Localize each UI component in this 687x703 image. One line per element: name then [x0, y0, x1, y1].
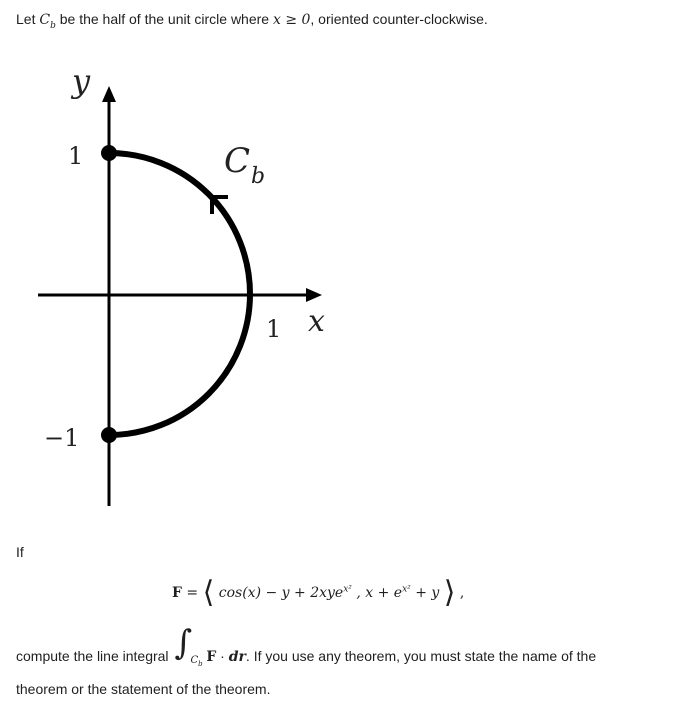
x-axis-arrow: [306, 288, 322, 302]
intro-suffix: , oriented counter-clockwise.: [310, 11, 488, 27]
intro-condition: x ≥ 0: [272, 12, 311, 28]
tick-x: 1: [266, 315, 282, 343]
x-axis-label: x: [308, 304, 325, 339]
component-separator: , x + e: [351, 585, 403, 601]
open-angle: ⟨: [202, 575, 215, 610]
question-line-2: theorem or the statement of the theorem.: [16, 681, 271, 697]
equals-sign: =: [181, 585, 203, 601]
component-1-exponent: x²: [343, 584, 352, 595]
vector-field-formula: [172, 575, 464, 610]
tick-y-bottom: −1: [44, 424, 80, 452]
integral-subscript: $C_b$: [190, 655, 203, 668]
curve-label: C: [224, 141, 251, 181]
question-tail: If you use any theorem, you must state the name of the: [253, 648, 597, 664]
curve-symbol: $C_b$: [39, 12, 56, 31]
question-prefix: compute the line integral: [16, 648, 169, 664]
endpoint-top: [101, 145, 117, 161]
y-axis-arrow: [102, 86, 116, 102]
line-integral: [172, 623, 203, 668]
component-2-tail: + y: [410, 585, 444, 601]
question-period: .: [245, 648, 250, 664]
tick-y-top: 1: [68, 142, 84, 170]
question-line: [16, 623, 597, 668]
dot-product: ·: [216, 648, 229, 664]
integrand-field: F: [206, 649, 217, 665]
component-1: cos(x) − y + 2xye: [214, 585, 344, 601]
y-axis-label: y: [72, 62, 91, 100]
formula-trailing-comma: ,: [455, 585, 465, 601]
if-label: If: [16, 544, 24, 560]
endpoint-bottom: [101, 427, 117, 443]
close-angle: ⟩: [443, 575, 456, 610]
intro-mid: be the half of the unit circle where: [59, 11, 270, 27]
differential-dr: dr: [228, 649, 246, 665]
integral-sign: ∫: [174, 623, 193, 663]
component-2-exponent: x²: [402, 584, 411, 595]
field-symbol: F: [172, 585, 182, 601]
curve-label-sub: b: [251, 164, 266, 189]
intro-prefix: Let: [16, 11, 36, 27]
